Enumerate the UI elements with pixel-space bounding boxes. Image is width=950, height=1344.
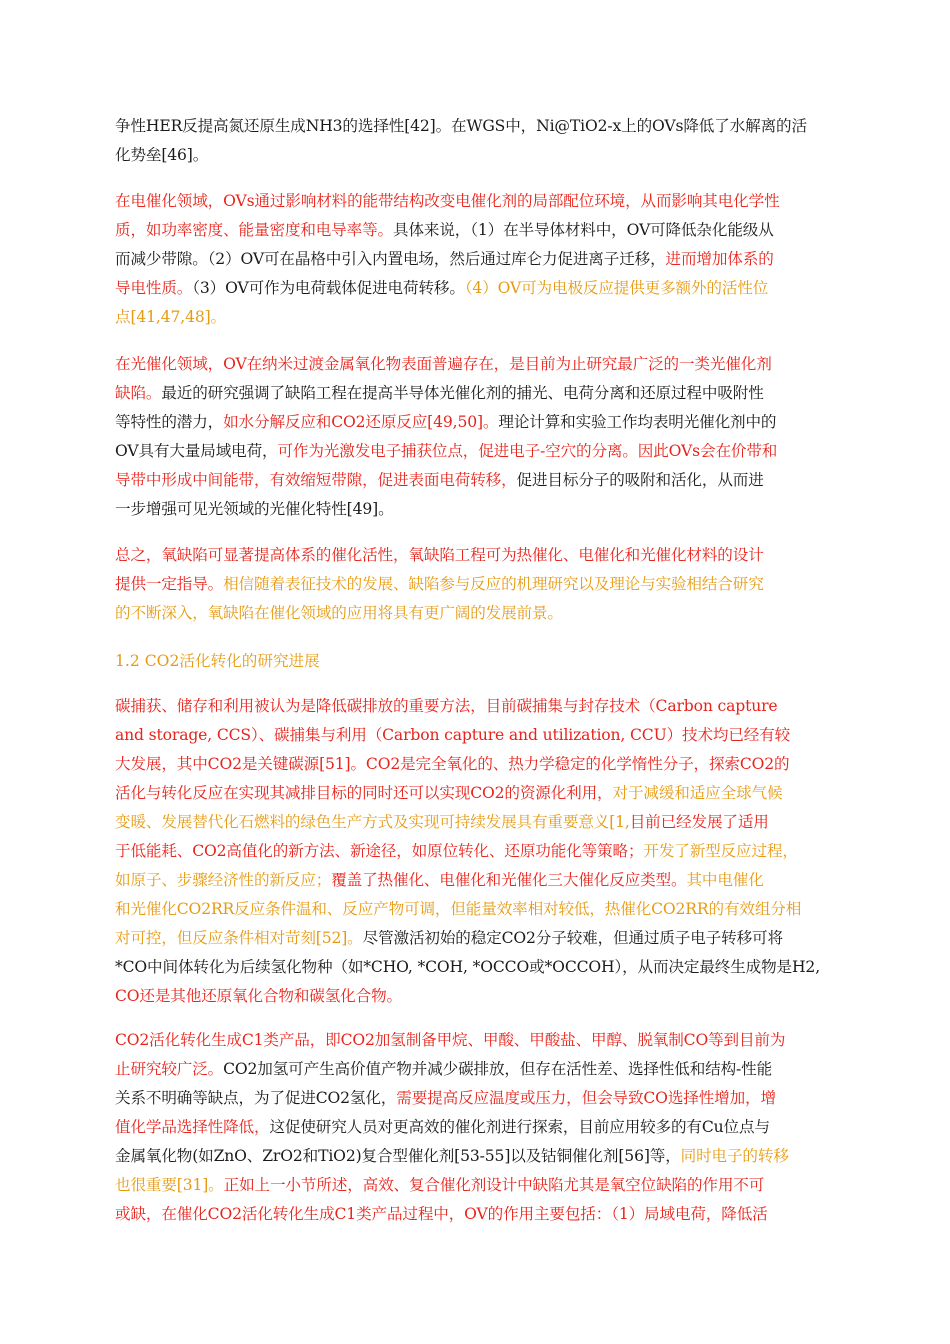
text-segment-red: 提供一定指导。	[115, 575, 224, 593]
text-segment-black: CO2加氢可产生高价值产物并减少碳排放，但存在活性差、选择性低和结构-性能	[223, 1060, 773, 1078]
text-segment-orange: 如原子、步骤经济性的新反应；	[115, 871, 332, 889]
text-line	[115, 924, 845, 953]
text-line	[115, 187, 845, 216]
text-segment-orange: 同时电子的转移	[680, 1147, 789, 1165]
text-line	[115, 750, 845, 779]
text-segment-red: 需要提高反应温度或压力，但会导致CO选择性增加，增	[396, 1089, 776, 1107]
text-segment-orange: 点[41,47,48]。	[115, 308, 226, 326]
text-segment-red: 在电催化领域，OVs通过影响材料的能带结构改变电催化剂的局部配位环境，从而影响其电化学性	[115, 192, 780, 210]
text-segment-red: 活化与转化反应在实现其减排目标的同时还可以实现CO2的资源化利用，	[115, 784, 613, 802]
text-line	[115, 141, 845, 170]
text-segment-red: 碳捕获、储存和利用被认为是降低碳排放的重要方法，目前碳捕集与封存技术（Carbon capture	[115, 697, 778, 715]
text-segment-orange: 变暖、发展替代化石燃料的绿色生产方式及实现可持续发展具有重要意义[1,	[115, 813, 630, 831]
text-segment-orange: （4）OV可为电极反应提供更多额外的活性位	[464, 279, 769, 297]
text-segment-orange: 的不断深入，氧缺陷在催化领域的应用将具有更广阔的发展前景。	[115, 604, 563, 622]
text-line	[115, 245, 845, 274]
text-line	[115, 953, 845, 982]
text-segment-black: 争性HER反提高氮还原生成NH3的选择性[42]。在WGS中，Ni@TiO2-x上的OVs降低了水解离的活	[115, 117, 807, 135]
text-segment-orange: 相信随着表征技术的发展、缺陷参与反应的机理研究以及理论与实验相结合研究	[223, 575, 764, 593]
text-segment-orange: 其中电催化	[686, 871, 764, 889]
paragraph-ovs-thermocatalysis-tail	[115, 112, 845, 170]
text-segment-red: 大发展，其中CO2是关键碳源[51]。CO2是完全氧化的、热力学稳定的化学惰性分子，探索CO2的	[115, 755, 790, 773]
paragraph-electrocatalysis	[115, 187, 845, 332]
text-segment-red: 进而增加体系的	[665, 250, 774, 268]
text-segment-black: 尽管激活初始的稳定CO2分子较难，但通过质子电子转移可将	[362, 929, 783, 947]
text-segment-red: 于低能耗、CO2高值化的新方法、新途径，如原位转化、还原功能化等策略；	[115, 842, 644, 860]
text-line	[115, 303, 845, 332]
text-segment-black: 促进目标分子的吸附和活化，从而进	[516, 471, 764, 489]
text-line	[115, 1142, 845, 1171]
text-line	[115, 466, 845, 495]
text-line	[115, 1055, 845, 1084]
text-line	[115, 895, 845, 924]
text-segment-black: 关系不明确等缺点，为了促进CO2氢化，	[115, 1089, 397, 1107]
text-segment-black: （3）OV可作为电荷载体促进电荷转移。	[192, 279, 465, 297]
text-line	[115, 982, 845, 1011]
text-segment-red: 或缺，在催化CO2活化转化生成C1类产品过程中，OV的作用主要包括：（1）局域电荷，降低活	[115, 1205, 768, 1223]
text-line	[115, 112, 845, 141]
text-segment-black: 具体来说，（1）在半导体材料中，OV可降低杂化能级从	[393, 221, 774, 239]
text-segment-red: 导带中形成中间能带，有效缩短带隙，促进表面电荷转移，	[115, 471, 517, 489]
text-segment-red: CO2活化转化生成C1类产品，即CO2加氢制备甲烷、甲酸、甲酸盐、甲醇、脱氧制CO等到目前为	[115, 1031, 786, 1049]
text-segment-black: 这促使研究人员对更高效的催化剂进行探索，目前应用较多的有Cu位点与	[269, 1118, 770, 1136]
text-line	[115, 408, 845, 437]
text-line	[115, 570, 845, 599]
paragraph-photocatalysis	[115, 350, 845, 524]
text-segment-red: 止研究较广泛。	[115, 1060, 224, 1078]
text-segment-red: 值化学品选择性降低，	[115, 1118, 270, 1136]
text-segment-red: 导电性质。	[115, 279, 193, 297]
text-segment-orange: 开发了新型反应过程，	[643, 842, 798, 860]
text-line	[115, 599, 845, 628]
text-segment-black: 化势垒[46]。	[115, 146, 209, 164]
text-segment-red: 在光催化领域，OV在纳米过渡金属氧化物表面普遍存在，是目前为止研究最广泛的一类光催化剂	[115, 355, 772, 373]
text-segment-red: 目前已经发展了适用	[629, 813, 769, 831]
text-line	[115, 350, 845, 379]
text-segment-red: CO还是其他还原氧化合物和碳氢化合物。	[115, 987, 402, 1005]
text-segment-orange: 对可控，但反应条件相对苛刻[52]。	[115, 929, 363, 947]
text-segment-black: OV具有大量局域电荷，	[115, 442, 278, 460]
text-line	[115, 692, 845, 721]
text-line	[115, 495, 845, 524]
paragraph-summary	[115, 541, 845, 628]
text-line	[115, 1171, 845, 1200]
text-line	[115, 274, 845, 303]
text-segment-black: 而减少带隙。（2）OV可在晶格中引入内置电场，然后通过库仑力促进离子迁移，	[115, 250, 666, 268]
text-segment-black: 理论计算和实验工作均表明光催化剂中的	[498, 413, 777, 431]
section-heading-1-2: 1.2 CO2活化转化的研究进展	[115, 652, 320, 670]
text-line	[115, 1084, 845, 1113]
text-segment-black: 一步增强可见光领域的光催化特性[49]。	[115, 500, 394, 518]
text-line	[115, 379, 845, 408]
text-segment-orange: 也很重要[31]。	[115, 1176, 224, 1194]
text-line	[115, 808, 845, 837]
text-segment-red: 质，如功率密度、能量密度和电导率等。	[115, 221, 393, 239]
text-segment-orange: 对于减缓和适应全球气候	[612, 784, 783, 802]
text-line	[115, 721, 845, 750]
text-line	[115, 541, 845, 570]
text-segment-black: 金属氧化物(如ZnO、ZrO2和TiO2)复合型催化剂[53-55]以及钴铜催化剂[56]等，	[115, 1147, 681, 1165]
text-line	[115, 1113, 845, 1142]
paragraph-co2-capture	[115, 692, 845, 1011]
paragraph-co2-c1-products	[115, 1026, 845, 1229]
text-segment-red: 缺陷。	[115, 384, 162, 402]
text-line	[115, 216, 845, 245]
text-segment-red: 正如上一小节所述，高效、复合催化剂设计中缺陷尤其是氧空位缺陷的作用不可	[223, 1176, 765, 1194]
text-segment-red: 可作为光激发电子捕获位点，促进电子-空穴的分离。因此OVs会在价带和	[277, 442, 778, 460]
text-segment-black: 最近的研究强调了缺陷工程在提高半导体光催化剂的捕光、电荷分离和还原过程中吸附性	[161, 384, 764, 402]
text-line	[115, 779, 845, 808]
text-segment-red: and storage, CCS）、碳捕集与利用（Carbon capture and utilization, CCU）技术均已经有较	[115, 726, 791, 744]
text-segment-black: *CO中间体转化为后续氢化物种（如*CHO, *COH, *OCCO或*OCCOH），从而决定最终生成物是H2,	[115, 958, 821, 976]
text-segment-orange: 和光催化CO2RR反应条件温和、反应产物可调，但能量效率相对较低，热催化CO2RR的有效组分相	[115, 900, 802, 918]
text-line	[115, 437, 845, 466]
text-line	[115, 866, 845, 895]
text-segment-black: 等特性的潜力，	[115, 413, 224, 431]
text-line	[115, 837, 845, 866]
text-segment-red: 如水分解反应和CO2还原反应[49,50]。	[223, 413, 499, 431]
text-segment-red: 总之，氧缺陷可显著提高体系的催化活性，氧缺陷工程可为热催化、电催化和光催化材料的设计	[115, 546, 764, 564]
text-segment-red: 覆盖了热催化、电催化和光催化三大催化反应类型。	[331, 871, 687, 889]
text-line	[115, 1026, 845, 1055]
text-line	[115, 1200, 845, 1229]
